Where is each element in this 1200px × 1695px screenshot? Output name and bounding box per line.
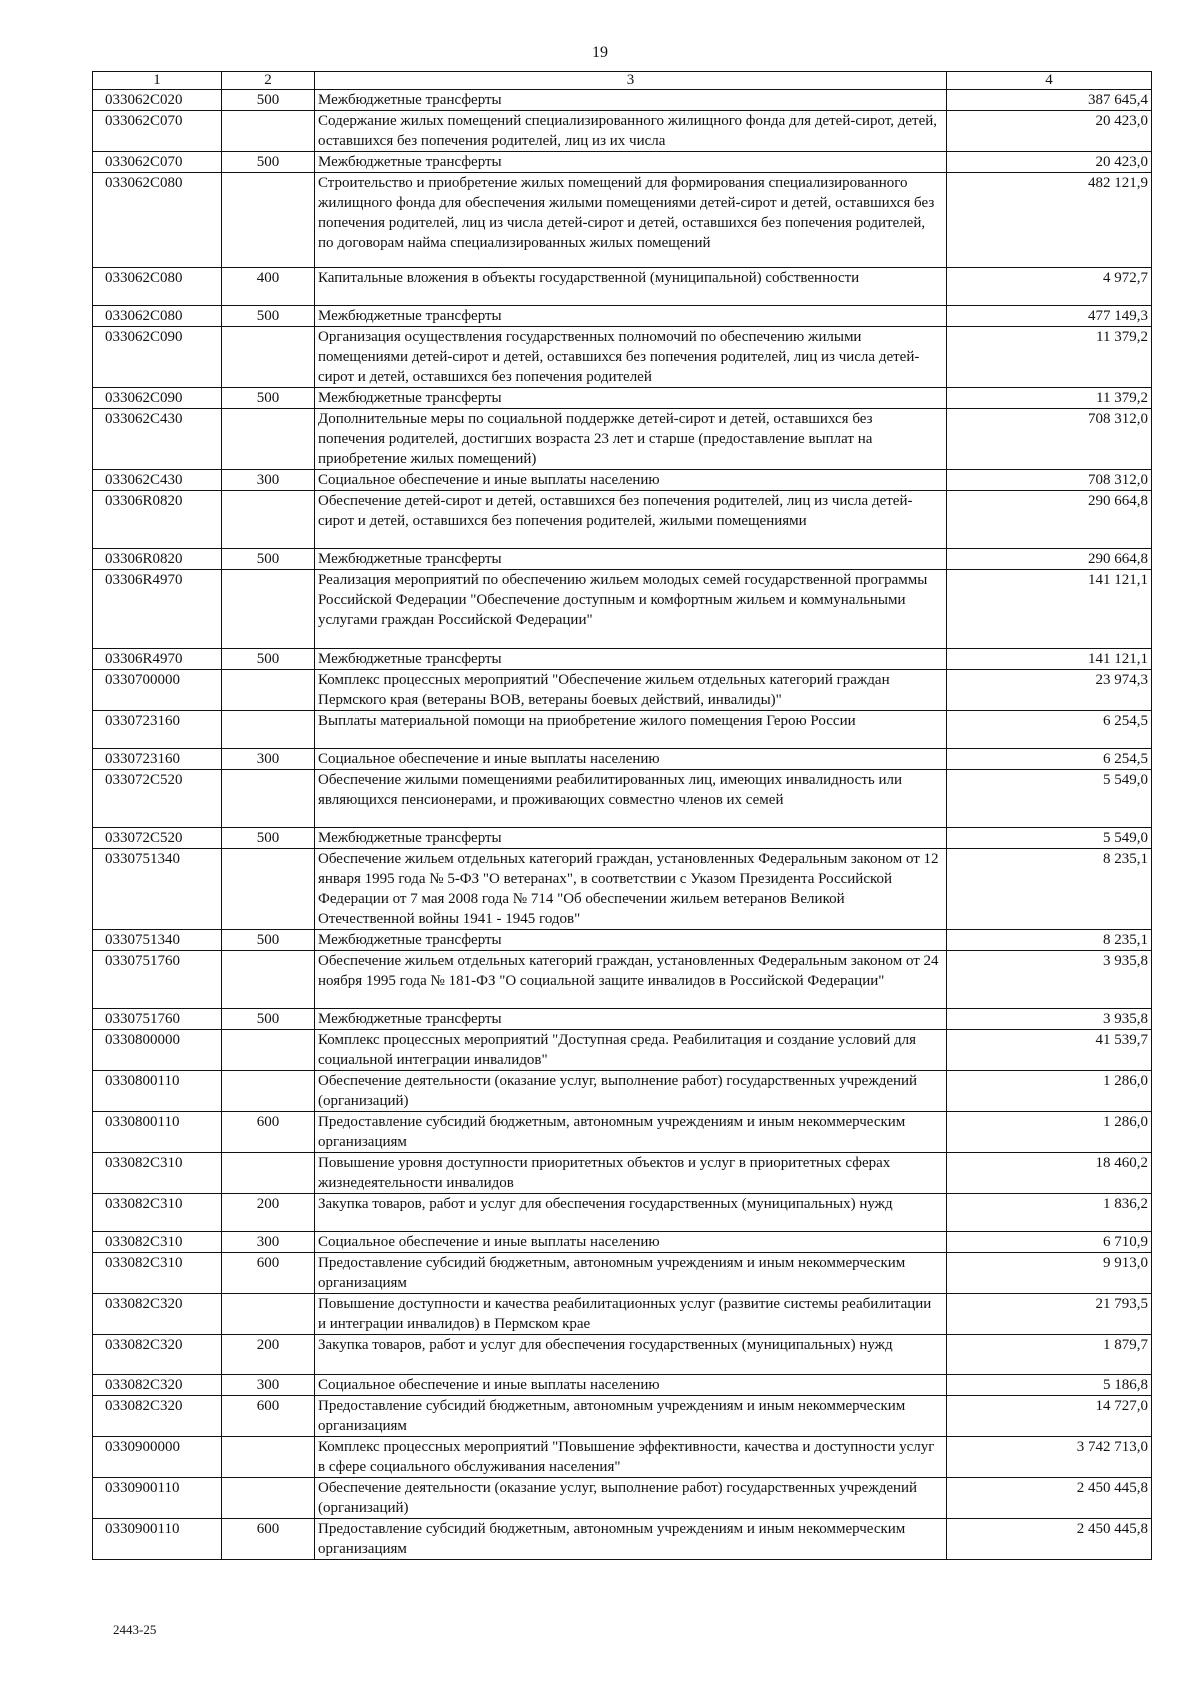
cell-sum: 11 379,2: [947, 388, 1152, 409]
cell-name: Межбюджетные трансферты: [315, 90, 947, 111]
table-row: [93, 770, 1152, 828]
cell-code: 0330723160: [93, 749, 222, 770]
cell-sum: 41 539,7: [947, 1030, 1152, 1071]
cell-code: 033062С430: [93, 409, 222, 470]
cell-kind: [222, 111, 315, 152]
cell-code: 033062С090: [93, 327, 222, 388]
cell-name: Социальное обеспечение и иные выплаты населению: [315, 1375, 947, 1396]
table-row: [93, 930, 1152, 951]
cell-kind: [222, 173, 315, 268]
cell-sum: 708 312,0: [947, 409, 1152, 470]
table-row: [93, 327, 1152, 388]
header-row: [93, 72, 1152, 90]
cell-sum: 6 710,9: [947, 1232, 1152, 1253]
cell-name: Межбюджетные трансферты: [315, 649, 947, 670]
cell-code: 03306R0820: [93, 549, 222, 570]
cell-code: 0330800110: [93, 1071, 222, 1112]
cell-sum: 1 836,2: [947, 1194, 1152, 1232]
cell-kind: 200: [222, 1335, 315, 1375]
cell-kind: [222, 1071, 315, 1112]
cell-code: 0330751760: [93, 1009, 222, 1030]
cell-code: 033062С090: [93, 388, 222, 409]
header-col-3: 3: [315, 72, 947, 90]
table-row: [93, 1335, 1152, 1375]
cell-name: Дополнительные меры по социальной поддержке детей-сирот и детей, оставшихся без попечения родителей, достигших возраста 23 лет и старше (предоставление выплат на приобретение жилых помещений): [315, 409, 947, 470]
table-row: [93, 1253, 1152, 1294]
cell-sum: 1 286,0: [947, 1071, 1152, 1112]
cell-sum: 482 121,9: [947, 173, 1152, 268]
table-row: [93, 306, 1152, 327]
header-col-1: 1: [93, 72, 222, 90]
table-header: [93, 72, 1152, 90]
cell-sum: 21 793,5: [947, 1294, 1152, 1335]
cell-sum: 14 727,0: [947, 1396, 1152, 1437]
cell-code: 033072С520: [93, 770, 222, 828]
cell-name: Обеспечение жилыми помещениями реабилитированных лиц, имеющих инвалидность или являющихся пенсионерами, и проживающих совместно членов их семей: [315, 770, 947, 828]
cell-sum: 387 645,4: [947, 90, 1152, 111]
cell-sum: 20 423,0: [947, 152, 1152, 173]
cell-kind: 300: [222, 470, 315, 491]
cell-code: 03306R4970: [93, 570, 222, 649]
table-row: [93, 1112, 1152, 1153]
cell-name: Межбюджетные трансферты: [315, 1009, 947, 1030]
cell-kind: [222, 327, 315, 388]
table-row: [93, 1375, 1152, 1396]
cell-code: 0330751340: [93, 930, 222, 951]
cell-kind: 400: [222, 268, 315, 306]
cell-sum: 2 450 445,8: [947, 1519, 1152, 1560]
cell-kind: 600: [222, 1112, 315, 1153]
cell-kind: [222, 1294, 315, 1335]
cell-name: Обеспечение деятельности (оказание услуг, выполнение работ) государственных учреждений (организаций): [315, 1071, 947, 1112]
cell-kind: [222, 711, 315, 749]
table-row: [93, 1478, 1152, 1519]
table-row: [93, 1437, 1152, 1478]
cell-code: 03306R4970: [93, 649, 222, 670]
cell-name: Выплаты материальной помощи на приобретение жилого помещения Герою России: [315, 711, 947, 749]
cell-code: 033082С320: [93, 1396, 222, 1437]
cell-name: Закупка товаров, работ и услуг для обеспечения государственных (муниципальных) нужд: [315, 1194, 947, 1232]
cell-name: Обеспечение деятельности (оказание услуг, выполнение работ) государственных учреждений (организаций): [315, 1478, 947, 1519]
cell-kind: 500: [222, 828, 315, 849]
table-row: [93, 1519, 1152, 1560]
cell-code: 033082С310: [93, 1232, 222, 1253]
cell-sum: 6 254,5: [947, 711, 1152, 749]
table-row: [93, 1294, 1152, 1335]
cell-code: 0330751340: [93, 849, 222, 930]
cell-code: 0330900000: [93, 1437, 222, 1478]
cell-sum: 3 935,8: [947, 1009, 1152, 1030]
cell-kind: [222, 1478, 315, 1519]
cell-code: 033062С070: [93, 152, 222, 173]
table-row: [93, 173, 1152, 268]
cell-sum: 18 460,2: [947, 1153, 1152, 1194]
cell-code: 0330700000: [93, 670, 222, 711]
cell-kind: [222, 409, 315, 470]
cell-sum: 5 549,0: [947, 828, 1152, 849]
cell-kind: 500: [222, 388, 315, 409]
cell-name: Обеспечение детей-сирот и детей, оставшихся без попечения родителей, лиц из числа детей-сирот и детей, оставшихся без попечения родителей, жилыми помещениями: [315, 491, 947, 549]
cell-name: Межбюджетные трансферты: [315, 152, 947, 173]
table-row: [93, 828, 1152, 849]
table-row: [93, 470, 1152, 491]
cell-name: Содержание жилых помещений специализированного жилищного фонда для детей-сирот, детей, оставшихся без попечения родителей, лиц из их числа: [315, 111, 947, 152]
cell-name: Межбюджетные трансферты: [315, 828, 947, 849]
cell-kind: 500: [222, 549, 315, 570]
cell-kind: [222, 1030, 315, 1071]
cell-code: 0330900110: [93, 1519, 222, 1560]
cell-sum: 5 549,0: [947, 770, 1152, 828]
table-row: [93, 1071, 1152, 1112]
table-row: [93, 570, 1152, 649]
cell-name: Организация осуществления государственных полномочий по обеспечению жилыми помещениями детей-сирот и детей, оставшихся без попечения родителей, лиц из числа детей-сирот и детей, оставшихся без попечения родителей: [315, 327, 947, 388]
cell-code: 033082С320: [93, 1335, 222, 1375]
cell-sum: 6 254,5: [947, 749, 1152, 770]
cell-name: Предоставление субсидий бюджетным, автономным учреждениям и иным некоммерческим организациям: [315, 1112, 947, 1153]
cell-kind: [222, 491, 315, 549]
cell-code: 033062С080: [93, 173, 222, 268]
cell-kind: 500: [222, 649, 315, 670]
cell-code: 0330800000: [93, 1030, 222, 1071]
cell-code: 033062С020: [93, 90, 222, 111]
table-row: [93, 1153, 1152, 1194]
cell-kind: [222, 570, 315, 649]
cell-name: Повышение уровня доступности приоритетных объектов и услуг в приоритетных сферах жизнедеятельности инвалидов: [315, 1153, 947, 1194]
cell-name: Обеспечение жильем отдельных категорий граждан, установленных Федеральным законом от 24 ноября 1995 года № 181-ФЗ "О социальной защите инвалидов в Российской Федерации": [315, 951, 947, 1009]
cell-sum: 3 742 713,0: [947, 1437, 1152, 1478]
cell-sum: 4 972,7: [947, 268, 1152, 306]
cell-name: Межбюджетные трансферты: [315, 306, 947, 327]
cell-sum: 8 235,1: [947, 930, 1152, 951]
cell-sum: 3 935,8: [947, 951, 1152, 1009]
cell-name: Закупка товаров, работ и услуг для обеспечения государственных (муниципальных) нужд: [315, 1335, 947, 1375]
cell-kind: [222, 1437, 315, 1478]
cell-code: 0330900110: [93, 1478, 222, 1519]
cell-sum: 290 664,8: [947, 549, 1152, 570]
cell-sum: 290 664,8: [947, 491, 1152, 549]
header-col-2: 2: [222, 72, 315, 90]
table-row: [93, 409, 1152, 470]
table-row: [93, 711, 1152, 749]
cell-sum: 8 235,1: [947, 849, 1152, 930]
cell-kind: 600: [222, 1519, 315, 1560]
table-row: [93, 1396, 1152, 1437]
cell-name: Строительство и приобретение жилых помещений для формирования специализированного жилищного фонда для обеспечения жилыми помещениями детей-сирот и детей, оставшихся без попечения родителей, лиц из числа детей-сирот и детей, оставшихся без попечения родителей, по договорам найма специализированных жилых помещений: [315, 173, 947, 268]
table-row: [93, 1009, 1152, 1030]
cell-name: Комплекс процессных мероприятий "Обеспечение жильем отдельных категорий граждан Пермского края (ветераны ВОВ, ветераны боевых действий, инвалиды)": [315, 670, 947, 711]
table-row: [93, 749, 1152, 770]
table-row: [93, 549, 1152, 570]
cell-name: Капитальные вложения в объекты государственной (муниципальной) собственности: [315, 268, 947, 306]
table-row: [93, 152, 1152, 173]
cell-name: Социальное обеспечение и иные выплаты населению: [315, 470, 947, 491]
cell-kind: 500: [222, 1009, 315, 1030]
cell-name: Межбюджетные трансферты: [315, 930, 947, 951]
cell-code: 033082С310: [93, 1194, 222, 1232]
document-id: 2443-25: [113, 1622, 157, 1637]
cell-sum: 1 286,0: [947, 1112, 1152, 1153]
cell-code: 033062С430: [93, 470, 222, 491]
table-row: [93, 491, 1152, 549]
cell-kind: [222, 951, 315, 1009]
cell-kind: 300: [222, 1375, 315, 1396]
table-row: [93, 670, 1152, 711]
table-row: [93, 388, 1152, 409]
cell-name: Реализация мероприятий по обеспечению жильем молодых семей государственной программы Российской Федерации "Обеспечение доступным и комфортным жильем и коммунальными услугами граждан Российской Федерации": [315, 570, 947, 649]
cell-sum: 2 450 445,8: [947, 1478, 1152, 1519]
cell-kind: [222, 670, 315, 711]
cell-code: 0330800110: [93, 1112, 222, 1153]
cell-code: 033082С320: [93, 1294, 222, 1335]
cell-sum: 708 312,0: [947, 470, 1152, 491]
page-number: 19: [592, 44, 608, 61]
cell-code: 033062С080: [93, 268, 222, 306]
cell-kind: 500: [222, 306, 315, 327]
cell-code: 03306R0820: [93, 491, 222, 549]
table-row: [93, 1232, 1152, 1253]
table-row: [93, 849, 1152, 930]
cell-name: Предоставление субсидий бюджетным, автономным учреждениям и иным некоммерческим организациям: [315, 1253, 947, 1294]
cell-kind: 300: [222, 1232, 315, 1253]
cell-name: Обеспечение жильем отдельных категорий граждан, установленных Федеральным законом от 12 января 1995 года № 5-ФЗ "О ветеранах", в соответствии с Указом Президента Российской Федерации от 7 мая 2008 года № 714 "Об обеспечении жильем ветеранов Великой Отечественной войны 1941 - 1945 годов": [315, 849, 947, 930]
cell-sum: 1 879,7: [947, 1335, 1152, 1375]
table-row: [93, 649, 1152, 670]
cell-kind: [222, 770, 315, 828]
cell-name: Межбюджетные трансферты: [315, 388, 947, 409]
cell-sum: 141 121,1: [947, 570, 1152, 649]
cell-name: Предоставление субсидий бюджетным, автономным учреждениям и иным некоммерческим организациям: [315, 1396, 947, 1437]
cell-sum: 20 423,0: [947, 111, 1152, 152]
table-row: [93, 111, 1152, 152]
cell-kind: 500: [222, 152, 315, 173]
cell-kind: [222, 1153, 315, 1194]
cell-kind: 200: [222, 1194, 315, 1232]
cell-sum: 141 121,1: [947, 649, 1152, 670]
cell-code: 0330751760: [93, 951, 222, 1009]
cell-code: 033072С520: [93, 828, 222, 849]
table-row: [93, 90, 1152, 111]
cell-name: Повышение доступности и качества реабилитационных услуг (развитие системы реабилитации и интеграции инвалидов) в Пермском крае: [315, 1294, 947, 1335]
cell-name: Социальное обеспечение и иные выплаты населению: [315, 749, 947, 770]
table-row: [93, 268, 1152, 306]
table-body: [93, 90, 1152, 1560]
cell-code: 033062С080: [93, 306, 222, 327]
cell-name: Предоставление субсидий бюджетным, автономным учреждениям и иным некоммерческим организациям: [315, 1519, 947, 1560]
cell-name: Комплекс процессных мероприятий "Повышение эффективности, качества и доступности услуг в сфере социального обслуживания населения": [315, 1437, 947, 1478]
cell-code: 0330723160: [93, 711, 222, 749]
cell-kind: 600: [222, 1396, 315, 1437]
cell-sum: 23 974,3: [947, 670, 1152, 711]
cell-kind: [222, 849, 315, 930]
cell-kind: 300: [222, 749, 315, 770]
cell-code: 033082С310: [93, 1153, 222, 1194]
budget-table: [92, 71, 1152, 1560]
cell-kind: 500: [222, 930, 315, 951]
cell-sum: 5 186,8: [947, 1375, 1152, 1396]
cell-code: 033062С070: [93, 111, 222, 152]
table-row: [93, 1030, 1152, 1071]
cell-name: Социальное обеспечение и иные выплаты населению: [315, 1232, 947, 1253]
table-row: [93, 1194, 1152, 1232]
table-row: [93, 951, 1152, 1009]
cell-name: Межбюджетные трансферты: [315, 549, 947, 570]
cell-sum: 477 149,3: [947, 306, 1152, 327]
cell-sum: 9 913,0: [947, 1253, 1152, 1294]
cell-kind: 500: [222, 90, 315, 111]
cell-kind: 600: [222, 1253, 315, 1294]
cell-code: 033082С310: [93, 1253, 222, 1294]
cell-name: Комплекс процессных мероприятий "Доступная среда. Реабилитация и создание условий для социальной интеграции инвалидов": [315, 1030, 947, 1071]
cell-sum: 11 379,2: [947, 327, 1152, 388]
cell-code: 033082С320: [93, 1375, 222, 1396]
header-col-4: 4: [947, 72, 1152, 90]
